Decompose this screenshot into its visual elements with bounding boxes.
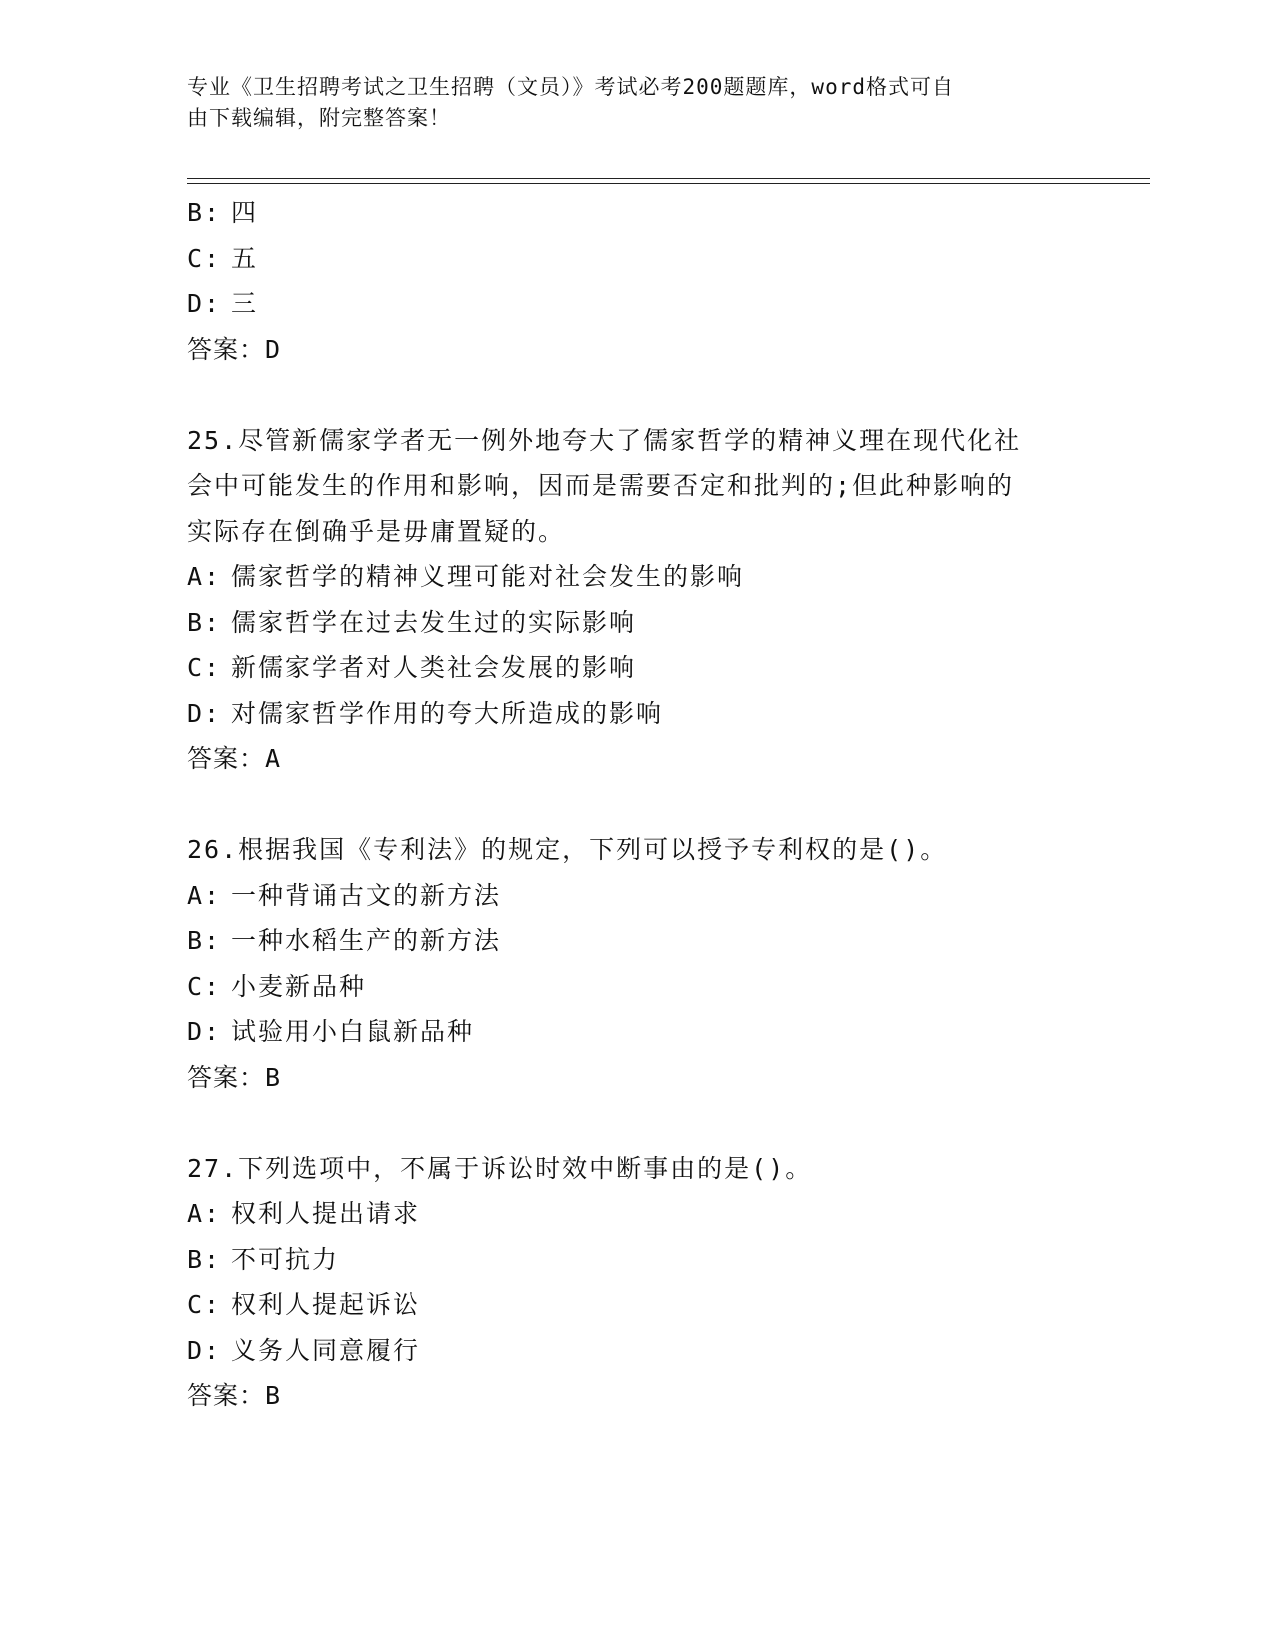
header-divider-top	[187, 178, 1150, 179]
option-text: 一种水稻生产的新方法	[231, 926, 502, 955]
header-line-2: 由下载编辑，附完整答案！	[187, 106, 451, 130]
page-header	[187, 72, 1067, 134]
option-text: 小麦新品种	[231, 971, 367, 1001]
option-text: 对儒家哲学作用的夸大所造成的影响	[231, 698, 664, 728]
spacer	[187, 1100, 1087, 1146]
option-letter: C:	[187, 971, 222, 1001]
option-letter: B:	[187, 607, 222, 637]
option-d	[187, 691, 1087, 737]
option-letter: C:	[187, 243, 222, 273]
option-d	[187, 281, 1087, 327]
header-divider-bottom	[187, 183, 1150, 184]
option-text: 儒家哲学在过去发生过的实际影响	[231, 607, 637, 637]
option-b	[187, 1237, 1087, 1283]
option-c	[187, 236, 1087, 282]
option-text: 四	[231, 198, 259, 227]
option-letter: D:	[187, 1017, 222, 1046]
option-b	[187, 600, 1087, 646]
question-text-line: 27.下列选项中，不属于诉讼时效中断事由的是()。	[187, 1153, 813, 1183]
option-letter: B:	[187, 1244, 222, 1274]
option-letter: D:	[187, 1335, 222, 1365]
question-text-line: 25.尽管新儒家学者无一例外地夸大了儒家哲学的精神义理在现代化社	[187, 425, 1022, 455]
header-line-1: 专业《卫生招聘考试之卫生招聘（文员）》考试必考200题题库，word格式可自	[187, 75, 954, 99]
option-c	[187, 645, 1087, 691]
option-text: 新儒家学者对人类社会发展的影响	[231, 653, 637, 682]
option-letter: A:	[187, 880, 222, 910]
question-content	[187, 190, 1087, 1419]
option-d	[187, 1328, 1087, 1374]
option-text: 权利人提起诉讼	[231, 1290, 421, 1319]
option-b	[187, 190, 1087, 236]
option-text: 试验用小白鼠新品种	[231, 1017, 475, 1046]
option-text: 不可抗力	[231, 1244, 340, 1274]
option-letter: C:	[187, 1290, 222, 1319]
option-letter: A:	[187, 562, 222, 591]
question-27	[187, 1146, 1087, 1419]
option-text: 义务人同意履行	[231, 1335, 421, 1365]
question-25	[187, 418, 1087, 782]
option-letter: B:	[187, 198, 222, 227]
option-text: 儒家哲学的精神义理可能对社会发生的影响	[231, 562, 745, 591]
option-c	[187, 1282, 1087, 1328]
option-a	[187, 1191, 1087, 1237]
option-text: 一种背诵古文的新方法	[231, 880, 502, 910]
option-text: 权利人提出请求	[231, 1199, 421, 1228]
option-letter: D:	[187, 698, 222, 728]
answer-line: 答案：B	[187, 1381, 282, 1410]
option-a	[187, 554, 1087, 600]
option-text: 三	[231, 289, 259, 318]
option-letter: B:	[187, 926, 222, 955]
question-text-line: 会中可能发生的作用和影响，因而是需要否定和批判的;但此种影响的	[187, 471, 1015, 500]
option-c	[187, 964, 1087, 1010]
question-text-line: 26.根据我国《专利法》的规定，下列可以授予专利权的是()。	[187, 835, 948, 864]
answer-line: 答案：A	[187, 744, 282, 773]
option-letter: A:	[187, 1199, 222, 1228]
spacer	[187, 372, 1087, 418]
option-letter: C:	[187, 653, 222, 682]
answer-line: 答案：D	[187, 334, 282, 364]
question-text-line: 实际存在倒确乎是毋庸置疑的。	[187, 516, 566, 546]
spacer	[187, 782, 1087, 828]
option-b	[187, 918, 1087, 964]
option-letter: D:	[187, 289, 222, 318]
option-text: 五	[231, 243, 259, 273]
option-a	[187, 873, 1087, 919]
answer-line: 答案：B	[187, 1062, 282, 1092]
option-d	[187, 1009, 1087, 1055]
prev-question-block	[187, 190, 1087, 372]
question-26	[187, 827, 1087, 1100]
